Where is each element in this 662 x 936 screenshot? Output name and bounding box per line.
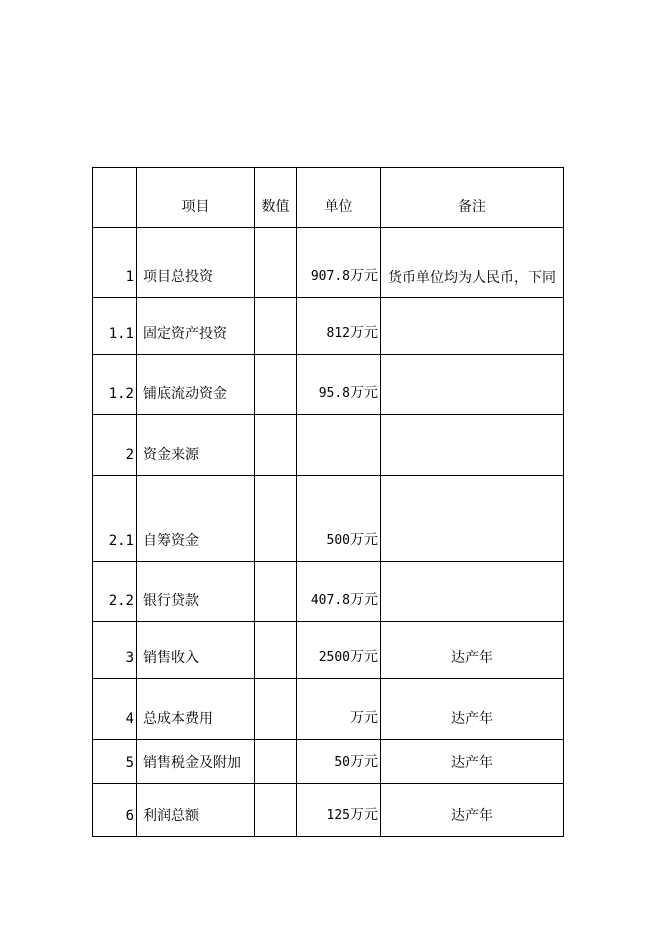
row-unit-label: 万元 — [350, 754, 378, 770]
row-no: 2.1 — [93, 476, 137, 562]
row-item: 资金来源 — [137, 415, 255, 476]
row-note: 货币单位均为人民币，下同 — [381, 228, 564, 298]
table-row — [93, 679, 564, 740]
header-value: 数值 — [255, 168, 297, 228]
row-unit — [297, 679, 381, 740]
row-unit — [297, 355, 381, 415]
table-row — [93, 622, 564, 679]
header-unit: 单位 — [297, 168, 381, 228]
row-unit-label: 万元 — [350, 592, 378, 608]
row-value — [255, 355, 297, 415]
row-amount: 407.8 — [310, 593, 350, 608]
row-note — [381, 298, 564, 355]
row-unit-label: 万元 — [350, 325, 378, 341]
row-unit-label: 万元 — [350, 385, 378, 401]
table-row — [93, 476, 564, 562]
row-note — [381, 476, 564, 562]
row-no: 4 — [93, 679, 137, 740]
row-unit-label: 万元 — [350, 649, 378, 665]
row-value — [255, 476, 297, 562]
row-no: 5 — [93, 740, 137, 784]
row-unit — [297, 415, 381, 476]
table-row — [93, 355, 564, 415]
row-value — [255, 622, 297, 679]
row-item: 银行贷款 — [137, 562, 255, 622]
row-value — [255, 415, 297, 476]
row-unit — [297, 228, 381, 298]
row-unit — [297, 298, 381, 355]
row-unit-label: 万元 — [350, 268, 378, 284]
table-row — [93, 415, 564, 476]
row-amount: 907.8 — [310, 269, 350, 284]
row-unit-label: 万元 — [350, 532, 378, 548]
table-row — [93, 298, 564, 355]
row-item: 总成本费用 — [137, 679, 255, 740]
row-amount: 125 — [326, 808, 350, 823]
row-no: 1.2 — [93, 355, 137, 415]
row-amount: 2500 — [318, 650, 350, 665]
row-unit — [297, 562, 381, 622]
header-note: 备注 — [381, 168, 564, 228]
table-row — [93, 562, 564, 622]
row-unit — [297, 476, 381, 562]
row-no: 3 — [93, 622, 137, 679]
row-item: 固定资产投资 — [137, 298, 255, 355]
row-item: 利润总额 — [137, 784, 255, 837]
row-note: 达产年 — [381, 679, 564, 740]
row-unit — [297, 784, 381, 837]
row-value — [255, 679, 297, 740]
row-amount: 50 — [334, 755, 350, 770]
row-item: 销售税金及附加 — [137, 740, 255, 784]
row-note: 达产年 — [381, 740, 564, 784]
row-unit — [297, 622, 381, 679]
row-no: 1 — [93, 228, 137, 298]
row-unit-label: 万元 — [350, 710, 378, 726]
row-unit — [297, 740, 381, 784]
row-item: 自筹资金 — [137, 476, 255, 562]
row-item: 铺底流动资金 — [137, 355, 255, 415]
row-item: 销售收入 — [137, 622, 255, 679]
header-row — [93, 168, 564, 228]
header-item: 项目 — [137, 168, 255, 228]
project-summary-table — [92, 167, 564, 837]
row-no: 1.1 — [93, 298, 137, 355]
row-value — [255, 740, 297, 784]
table-row — [93, 784, 564, 837]
row-amount: 812 — [326, 326, 350, 341]
row-value — [255, 562, 297, 622]
row-note: 达产年 — [381, 784, 564, 837]
header-no — [93, 168, 137, 228]
row-note — [381, 562, 564, 622]
row-amount: 500 — [326, 533, 350, 548]
table-row — [93, 228, 564, 298]
row-unit-label: 万元 — [350, 807, 378, 823]
row-value — [255, 784, 297, 837]
row-note: 达产年 — [381, 622, 564, 679]
row-value — [255, 298, 297, 355]
row-note — [381, 355, 564, 415]
row-item: 项目总投资 — [137, 228, 255, 298]
row-no: 2.2 — [93, 562, 137, 622]
table-row — [93, 740, 564, 784]
row-amount: 95.8 — [318, 386, 350, 401]
row-note — [381, 415, 564, 476]
row-no: 2 — [93, 415, 137, 476]
row-no: 6 — [93, 784, 137, 837]
row-value — [255, 228, 297, 298]
